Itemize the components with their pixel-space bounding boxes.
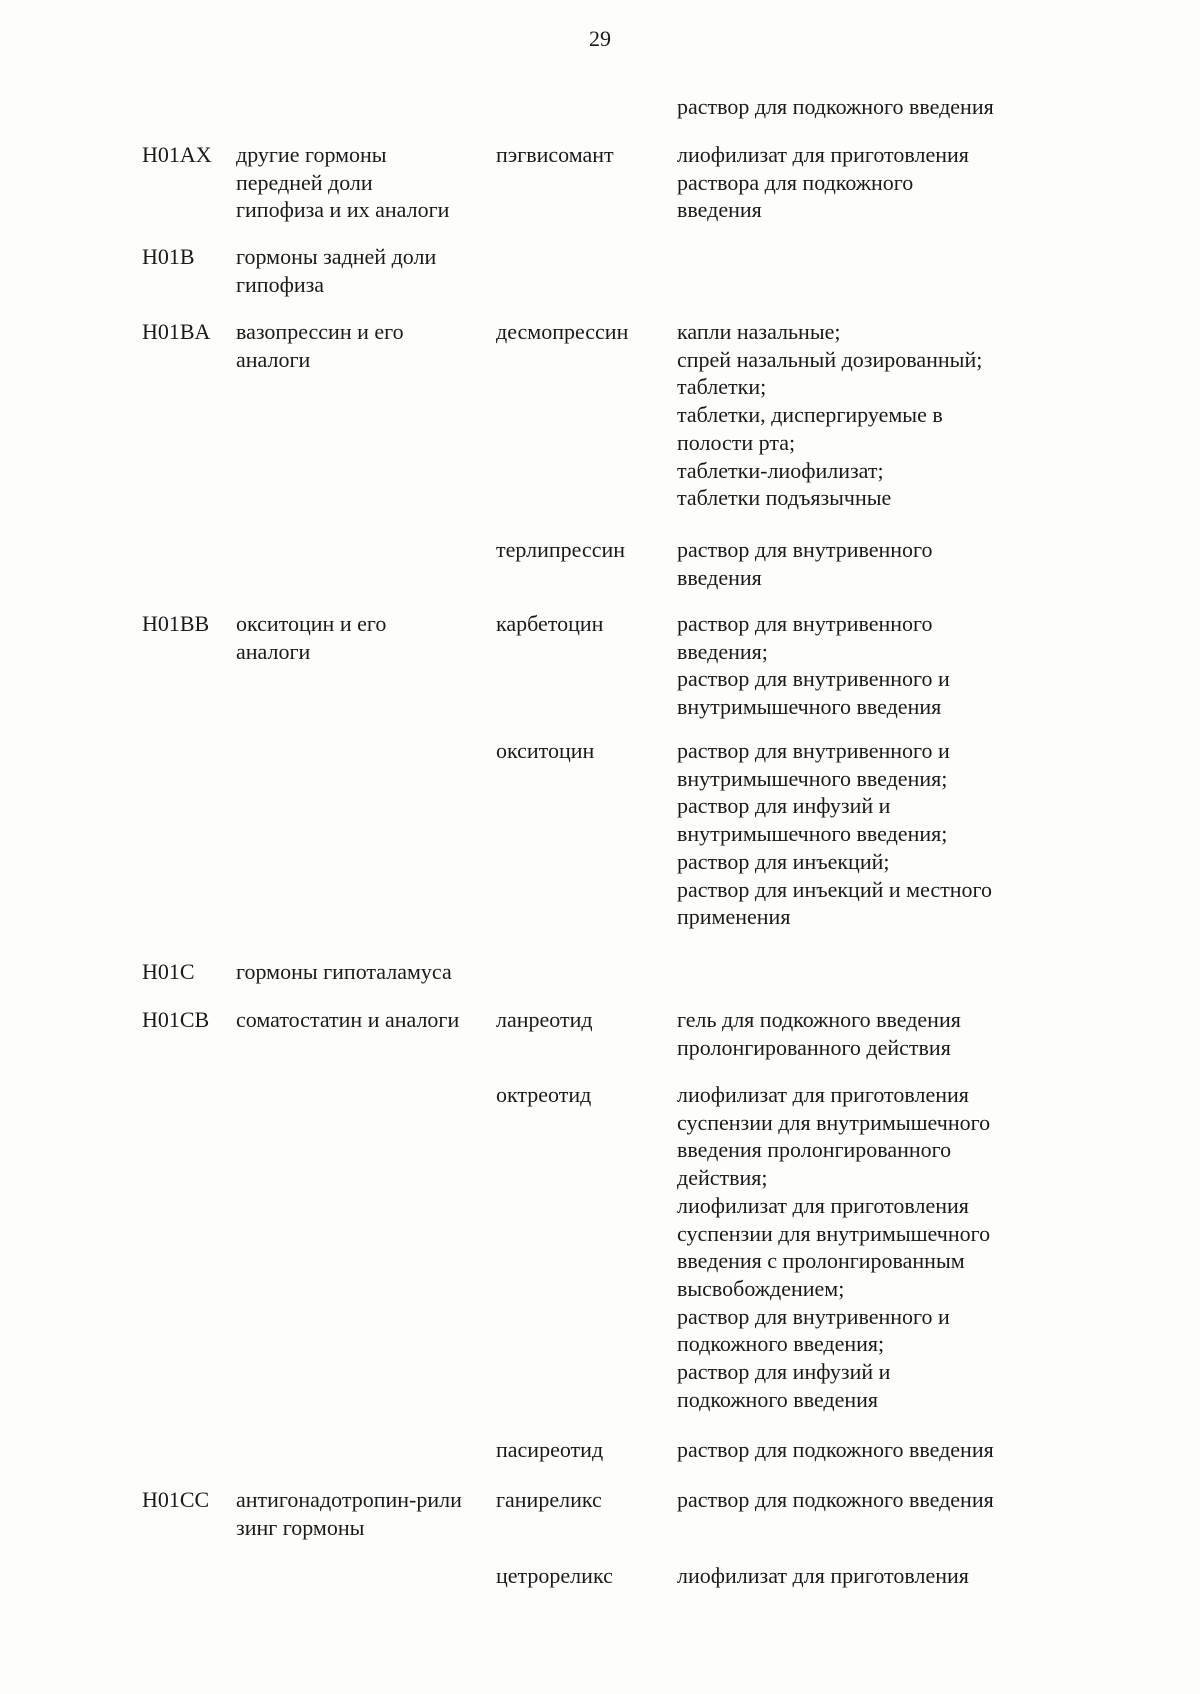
group-name xyxy=(236,1486,462,1541)
dosage-forms xyxy=(677,1562,969,1590)
dosage-forms-line: введения; xyxy=(677,638,768,664)
dosage-forms-line: раствор для внутривенного и xyxy=(677,738,950,763)
drug-name: октреотид xyxy=(496,1082,592,1107)
dosage-forms-line: введения с пролонгированным xyxy=(677,1248,965,1274)
drug-name: цетрореликс xyxy=(496,1563,613,1588)
group-name-line: гормоны гипоталамуса xyxy=(236,959,452,984)
group-name-line: вазопрессин и его xyxy=(236,319,404,344)
dosage-forms-line: внутримышечного введения; xyxy=(677,765,948,791)
group-name-line: аналоги xyxy=(236,346,311,372)
group-name xyxy=(236,141,449,224)
group-name-line: гипофиза и их аналоги xyxy=(236,197,450,223)
group-name-line: гипофиза xyxy=(236,271,325,297)
dosage-forms xyxy=(677,141,969,224)
dosage-forms-line: раствор для подкожного введения xyxy=(677,94,994,119)
group-name xyxy=(236,610,386,665)
dosage-forms-line: действия; xyxy=(677,1165,768,1191)
dosage-forms-line: таблетки; xyxy=(677,374,767,400)
dosage-forms xyxy=(677,1081,990,1413)
dosage-forms-line: капли назальные; xyxy=(677,319,841,344)
dosage-forms-line: раствор для подкожного введения xyxy=(677,1437,994,1462)
dosage-forms-line: лиофилизат для приготовления xyxy=(677,1192,969,1218)
group-name xyxy=(236,318,404,373)
dosage-forms xyxy=(677,1436,994,1464)
dosage-forms-line: таблетки-лиофилизат; xyxy=(677,457,884,483)
dosage-forms-line: суспензии для внутримышечного xyxy=(677,1220,991,1246)
group-name-line: антигонадотропин-рили xyxy=(236,1487,462,1512)
drug-name: ганиреликс xyxy=(496,1487,602,1512)
drug-name: терлипрессин xyxy=(496,537,626,562)
dosage-forms-line: высвобождением; xyxy=(677,1275,845,1301)
group-name xyxy=(236,243,436,298)
dosage-forms xyxy=(677,536,933,591)
dosage-forms xyxy=(677,1486,994,1514)
dosage-forms-line: таблетки, диспергируемые в xyxy=(677,402,943,428)
dosage-forms-line: полости рта; xyxy=(677,429,796,455)
dosage-forms-line: введения пролонгированного xyxy=(677,1137,952,1163)
group-name-line: окситоцин и его xyxy=(236,611,387,636)
dosage-forms-line: подкожного введения; xyxy=(677,1331,885,1357)
group-name-line: зинг гормоны xyxy=(236,1514,365,1540)
dosage-forms xyxy=(677,318,982,512)
dosage-forms-line: лиофилизат для приготовления xyxy=(677,1082,969,1107)
drug-name: окситоцин xyxy=(496,738,595,763)
group-name-line: передней доли xyxy=(236,169,373,195)
group-name-line: другие гормоны xyxy=(236,142,387,167)
dosage-forms-line: раствор для внутривенного и xyxy=(677,666,950,692)
dosage-forms-line: таблетки подъязычные xyxy=(677,485,892,511)
dosage-forms xyxy=(677,1006,961,1061)
group-name xyxy=(236,958,452,986)
atc-code: H01CC xyxy=(142,1487,210,1512)
drug-name: ланреотид xyxy=(496,1007,593,1032)
group-name xyxy=(236,1006,459,1034)
dosage-forms-line: раствор для инъекций; xyxy=(677,848,890,874)
atc-code: H01B xyxy=(142,244,195,269)
dosage-forms-line: суспензии для внутримышечного xyxy=(677,1109,991,1135)
dosage-forms xyxy=(677,737,992,931)
dosage-forms-line: спрей назальный дозированный; xyxy=(677,346,983,372)
dosage-forms-line: раствора для подкожного xyxy=(677,169,914,195)
dosage-forms-line: лиофилизат для приготовления xyxy=(677,1563,969,1588)
dosage-forms-line: раствор для внутривенного xyxy=(677,537,933,562)
drug-name: пасиреотид xyxy=(496,1437,604,1462)
dosage-forms xyxy=(677,610,950,721)
dosage-forms-line: раствор для инфузий и xyxy=(677,793,891,819)
dosage-forms-line: раствор для внутривенного xyxy=(677,611,933,636)
dosage-forms xyxy=(677,93,994,121)
drug-name: десмопрессин xyxy=(496,319,629,344)
dosage-forms-line: гель для подкожного введения xyxy=(677,1007,961,1032)
dosage-forms-line: подкожного введения xyxy=(677,1386,879,1412)
drug-name: карбетоцин xyxy=(496,611,604,636)
atc-code: H01AX xyxy=(142,142,212,167)
group-name-line: аналоги xyxy=(236,638,311,664)
dosage-forms-line: раствор для внутривенного и xyxy=(677,1303,950,1329)
dosage-forms-line: применения xyxy=(677,904,791,930)
atc-code: H01BA xyxy=(142,319,211,344)
dosage-forms-line: раствор для инъекций и местного xyxy=(677,876,993,902)
dosage-forms-line: введения xyxy=(677,564,762,590)
dosage-forms-line: пролонгированного действия xyxy=(677,1034,951,1060)
drug-name: пэгвисомант xyxy=(496,142,614,167)
group-name-line: соматостатин и аналоги xyxy=(236,1007,460,1032)
dosage-forms-line: введения xyxy=(677,197,762,223)
dosage-forms-line: внутримышечного введения xyxy=(677,694,942,720)
dosage-forms-line: раствор для подкожного введения xyxy=(677,1487,994,1512)
dosage-forms-line: лиофилизат для приготовления xyxy=(677,142,969,167)
group-name-line: гормоны задней доли xyxy=(236,244,437,269)
atc-code: H01C xyxy=(142,959,195,984)
page-number: 29 xyxy=(589,26,611,51)
atc-code: H01BB xyxy=(142,611,210,636)
dosage-forms-line: внутримышечного введения; xyxy=(677,821,948,847)
atc-code: H01CB xyxy=(142,1007,210,1032)
dosage-forms-line: раствор для инфузий и xyxy=(677,1359,891,1385)
